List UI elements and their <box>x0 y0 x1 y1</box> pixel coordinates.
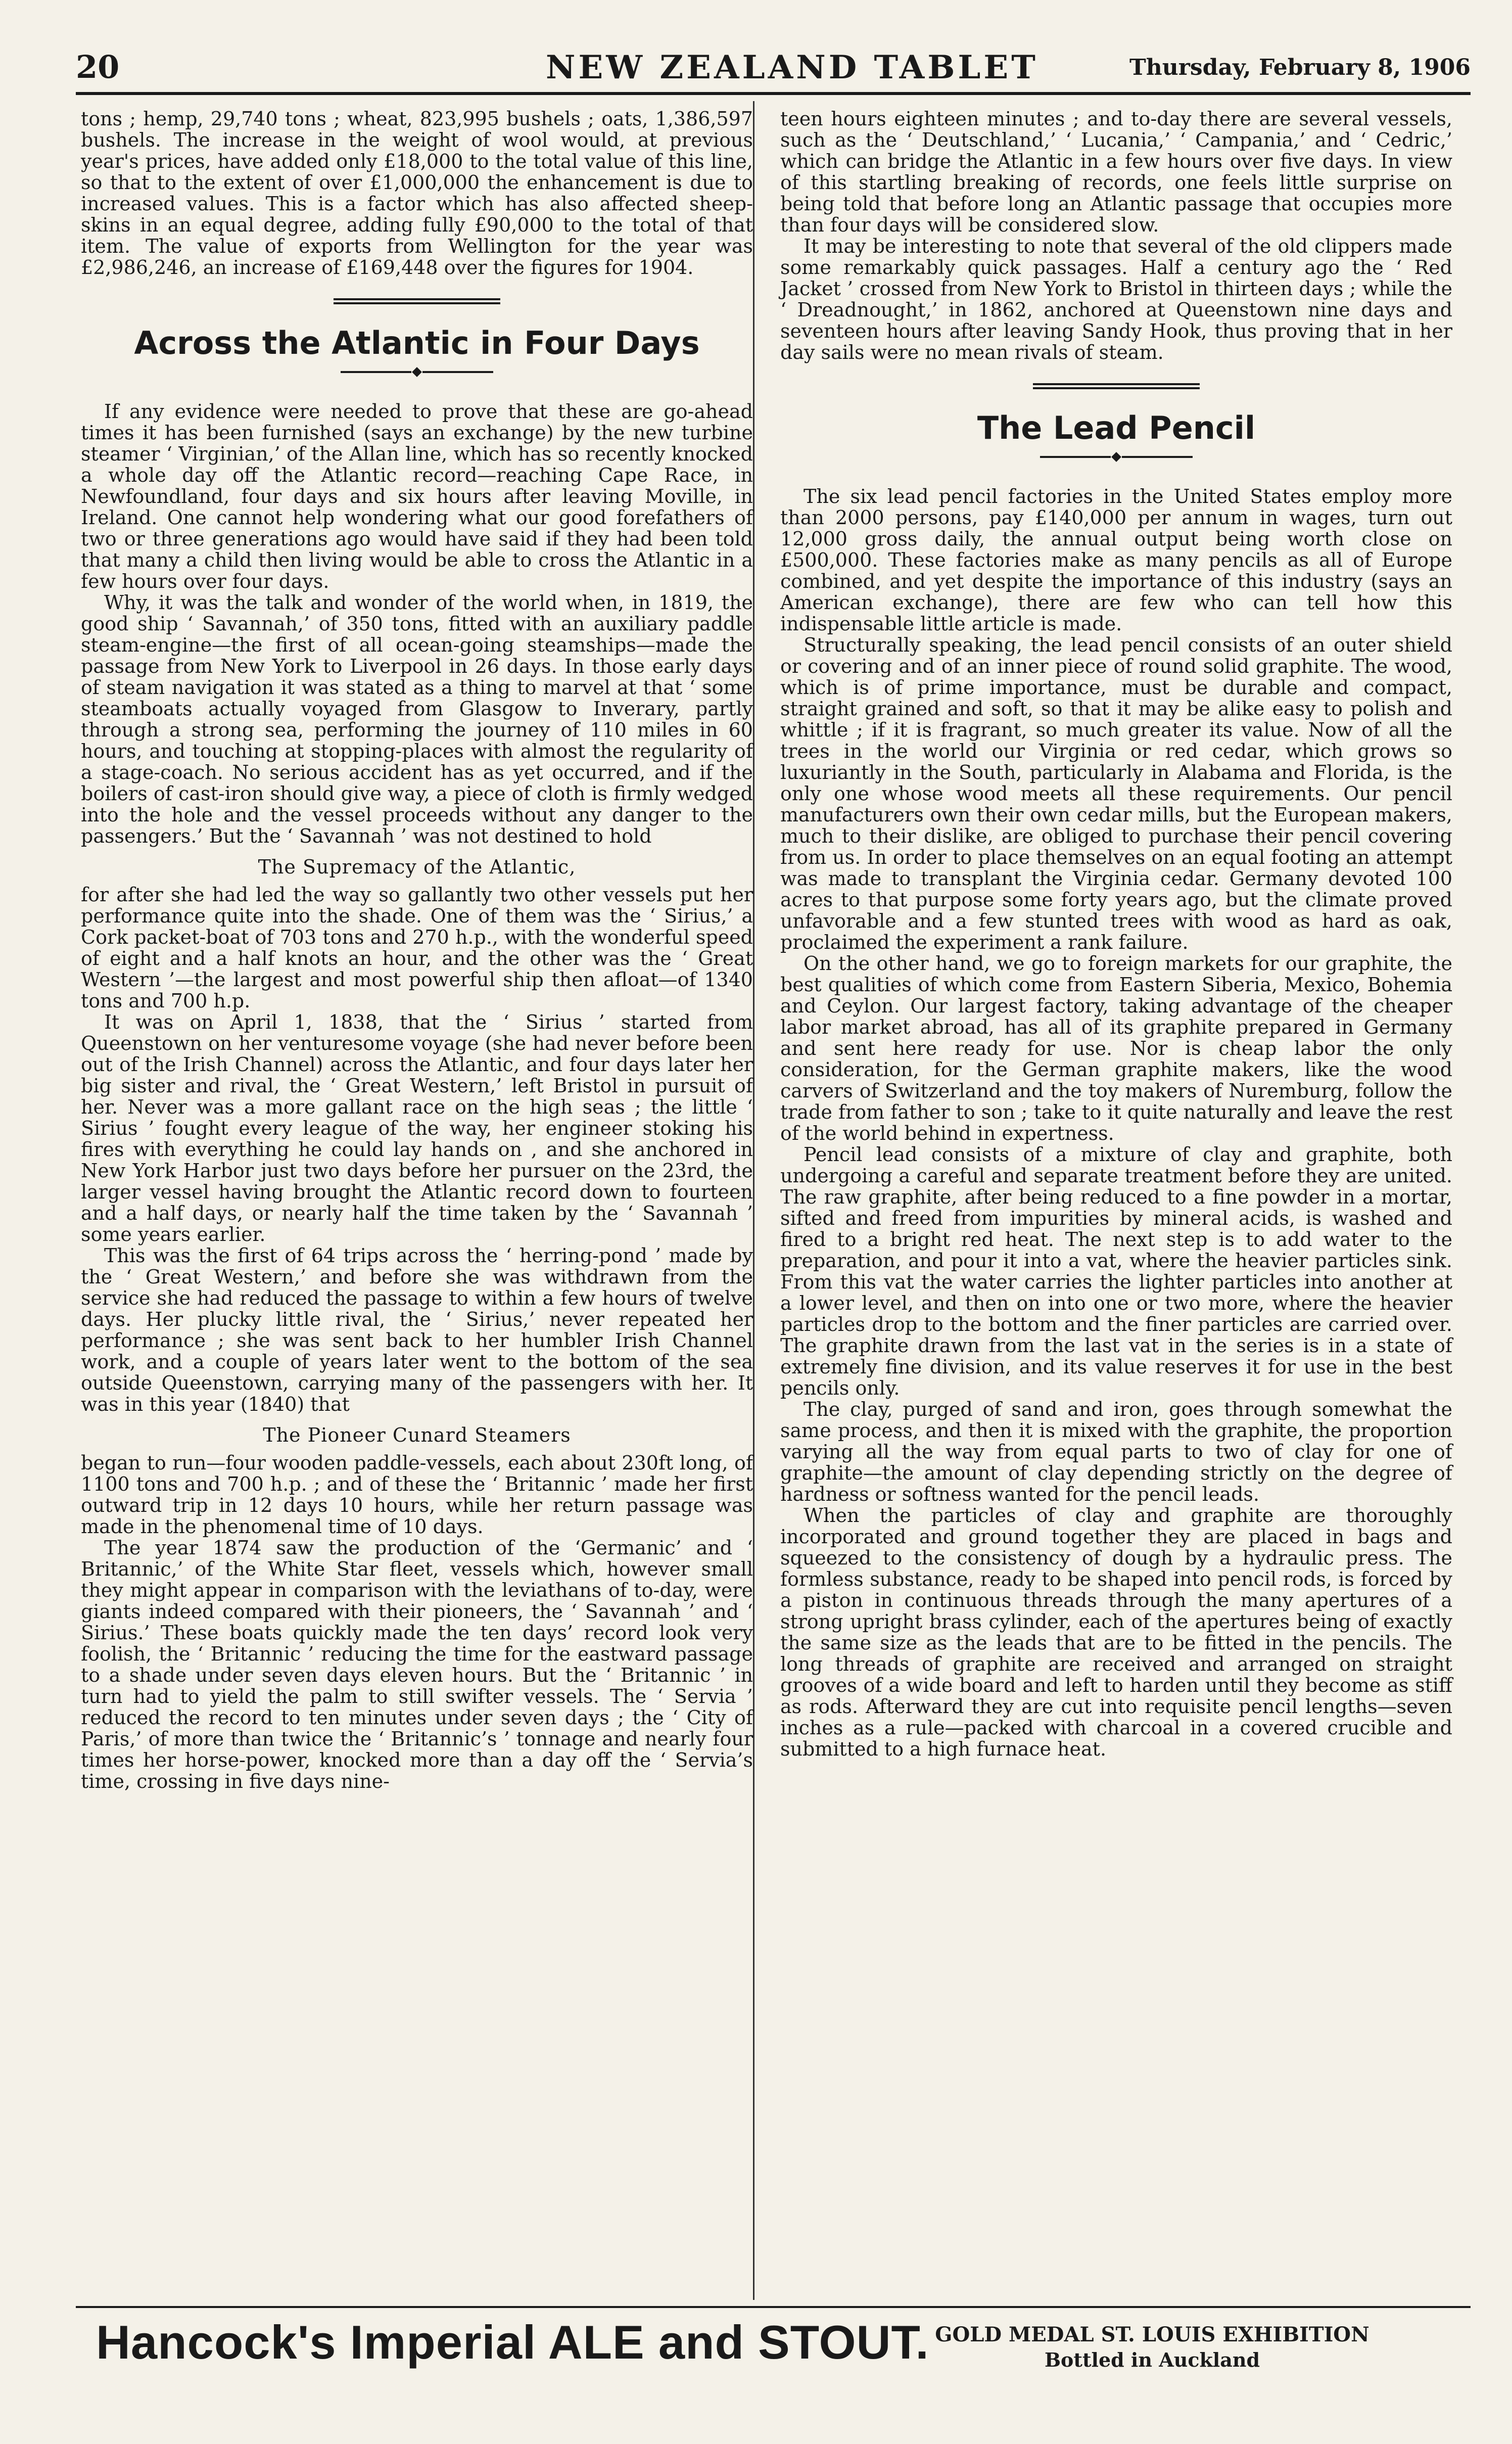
article-paragraph: Pencil lead consists of a mixture of clay and graphite, both undergoing a careful and separate treatment before they are united. The raw graphite, after being reduced to a fine powder in a mortar, sifted and freed from impurities by mineral acids, is washed and fired to a bright red heat. The next step is to add water to the preparation, and pour it into a vat, where the heavier particles sink. From this vat the water carries the lighter particles into another at a lower level, and then on into one or two more, where the heavier particles drop to the bottom and the finer particles are carried over. The graphite drawn from the last vat in the series is in a state of extremely fine division, and its value reserves it for use in the best pencils only. <box>780 1143 1452 1399</box>
article-paragraph: On the other hand, we go to foreign markets for our graphite, the best qualities of which come from Eastern Siberia, Mexico, Bohemia and Ceylon. Our largest factory, taking advantage of the cheaper labor market abroad, has all of its graphite prepared in Germany and sent here ready for use. Nor is cheap labor the only consideration, for the German graphite makers, like the wood carvers of Switzerland and the toy makers of Nuremburg, follow the trade from father to son ; take to it quite naturally and leave the rest of the world behind in expertness. <box>780 952 1452 1144</box>
article-paragraph: Why, it was the talk and wonder of the world when, in 1819, the good ship ‘ Savannah,’ of 350 tons, fitted with an auxiliary paddle steam-engine—the first of all ocean-going steamships—made the passage from New York to Liverpool in 26 days. In those early days of steam navigation it was stated as a thing to marvel at that ‘ some steamboats actually voyaged from Glasgow to Inverary, partly through a strong sea, performing the journey of 110 miles in 60 hours, and touching at stopping-places with almost the regularity of a stage-coach. No serious accident has as yet occurred, and if the boilers of cast-iron should give way, a piece of cloth is firmly wedged into the hole and the vessel proceeds without any danger to the passengers.’ But the ‘ Savannah ’ was not destined to hold <box>81 591 753 847</box>
section-separator <box>334 298 500 304</box>
article-paragraph: began to run—four wooden paddle-vessels, each about 230ft long, of 1100 tons and 700 h.p. ; and of these the ‘ Britannic ’ made her first outward trip in 12 days 10 hours, while her return passage was made in the phenomenal time of 10 days. <box>81 1452 753 1538</box>
article-paragraph: The year 1874 saw the production of the ‘Germanic’ and ‘ Britannic,’ of the White Star fleet, vessels which, however small they might appear in comparison with the leviathans of to-day, were giants indeed compared with their pioneers, the ‘ Savannah ’ and ‘ Sirius.’ These boats quickly made the ten days’ record look very foolish, the ‘ Britannic ’ reducing the time for the eastward passage to a shade under seven days eleven hours. But the ‘ Britannic ’ in turn had to yield the palm to still swifter vessels. The ‘ Servia ’ reduced the record to ten minutes under seven days ; the ‘ City of Paris,’ of more than twice the ‘ Britannic’s ’ tonnage and nearly four times her horse-power, knocked more than a day off the ‘ Servia’s time, crossing in five days nine- <box>81 1537 753 1792</box>
article-title-atlantic: Across the Atlantic in Four Days <box>134 325 700 361</box>
bottled-line: Bottled in Auckland <box>1044 2348 1260 2371</box>
left-column <box>81 108 753 1792</box>
article-paragraph: for after she had led the way so gallantly two other vessels put her performance quite into the shade. One of them was the ‘ Sirius,’ a Cork packet-boat of 703 tons and 270 h.p., with the wonderful speed of eight and a half knots an hour, and the other was the ‘ Great Western ’—the largest and most powerful ship then afloat—of 1340 tons and 700 h.p. <box>81 884 753 1012</box>
column-divider <box>753 101 754 2300</box>
subheading-cunard: The Pioneer Cunard Steamers <box>263 1424 571 1446</box>
publication-title: NEW ZEALAND TABLET <box>546 49 1038 86</box>
article-paragraph: If any evidence were needed to prove that these are go-ahead times it has been furnished (says an exchange) by the new turbine steamer ‘ Virginian,’ of the Allan line, which has so recently knocked a whole day off the Atlantic record—reaching Cape Race, in Newfoundland, four days and six hours after leaving Moville, in Ireland. One cannot help wondering what our good forefathers of two or three generations ago would have said if they had been told that many a child then living would be able to cross the Atlantic in a few hours over four days. <box>81 400 753 592</box>
ale-advertisement: Hancock's Imperial ALE and STOUT. <box>96 2316 929 2369</box>
section-separator <box>1033 383 1200 389</box>
footer-rule <box>76 2306 1471 2308</box>
article-paragraph: Structurally speaking, the lead pencil consists of an outer shield or covering and of an inner piece of round solid graphite. The wood, which is of prime importance, must be durable and compact, straight grained and soft, so that it may be alike easy to polish and whittle ; if it is fragrant, so much greater its value. Now of all the trees in the world our Virginia or red cedar, which grows so luxuriantly in the South, particularly in Alabama and Florida, is the only one whose wood meets all these requirements. Our pencil manufacturers own their own cedar mills, but the European makers, much to their dislike, are obliged to purchase their pencil covering from us. In order to place themselves on an equal footing an attempt was made to transplant the Virginia cedar. Germany devoted 100 acres to that purpose some forty years ago, but the climate proved unfavorable and a few stunted trees with wood as hard as oak, proclaimed the experiment a rank failure. <box>780 634 1452 953</box>
continuation-paragraph: teen hours eighteen minutes ; and to-day there are several vessels, such as the ‘ Deutschland,’ ‘ Lucania,’ ‘ Campania,’ and ‘ Cedric,’ which can bridge the Atlantic in a few hours over five days. In view of this startling breaking of records, one feels little surprise on being told that before long an Atlantic passage that occupies more than four days will be considered slow. <box>780 108 1452 236</box>
article-paragraph: This was the first of 64 trips across the ‘ herring-pond ’ made by the ‘ Great Western,’ and before she was withdrawn from the service she had reduced the passage to within a few hours of twelve days. Her plucky little rival, the ‘ Sirius,’ never repeated her performance ; she was sent back to her humbler Irish Channel work, and a couple of years later went to the bottom of the sea outside Queenstown, carrying many of the passengers with her. It was in this year (1840) that <box>81 1244 753 1415</box>
award-notice <box>900 2322 1405 2373</box>
article-paragraph: It was on April 1, 1838, that the ‘ Sirius ’ started from Queenstown on her venturesome voyage (she had never before been out of the Irish Channel) across the Atlantic, and four days later her big sister and rival, the ‘ Great Western,’ left Bristol in pursuit of her. Never was a more gallant race on the high seas ; the little ‘ Sirius ’ fought every league of the way, her engineer stoking his fires with everything he could lay hands on , and she anchored in New York Harbor just two days before her pursuer on the 23rd, the larger vessel having brought the Atlantic record down to fourteen and a half days, or nearly half the time taken by the ‘ Savannah ’ some years earlier. <box>81 1011 753 1246</box>
header-rule <box>76 92 1471 95</box>
article-paragraph: When the particles of clay and graphite are thoroughly incorporated and ground together they are placed in bags and squeezed to the consistency of dough by a hydraulic press. The formless substance, ready to be shaped into pencil rods, is forced by a piston in continuous threads through the many apertures of a strong upright brass cylinder, each of the apertures being of exactly the same size as the leads that are to be fitted in the pencils. The long threads of graphite are received and arranged on straight grooves of a wide board and left to harden until they become as stiff as rods. Afterward they are cut into requisite pencil lengths—seven inches as a rule—packed with charcoal in a covered crucible and submitted to a high furnace heat. <box>780 1504 1452 1760</box>
right-column <box>780 108 1452 1760</box>
continuation-paragraph: It may be interesting to note that several of the old clippers made some remarkably quick passages. Half a century ago the ‘ Red Jacket ’ crossed from New York to Bristol in thirteen days ; while the ‘ Dreadnought,’ in 1862, anchored at Queenstown nine days and seventeen hours after leaving Sandy Hook, thus proving that in her day sails were no mean rivals of steam. <box>780 235 1452 363</box>
title-ornament <box>780 453 1452 460</box>
article-title-pencil: The Lead Pencil <box>977 409 1256 446</box>
title-ornament <box>81 368 753 376</box>
page-number: 20 <box>76 49 120 85</box>
subheading-supremacy: The Supremacy of the Atlantic, <box>258 856 576 878</box>
award-line: GOLD MEDAL ST. LOUIS EXHIBITION <box>935 2323 1369 2346</box>
issue-date: Thursday, February 8, 1906 <box>1129 55 1471 80</box>
page-header <box>76 49 1471 92</box>
article-paragraph: The six lead pencil factories in the United States employ more than 2000 persons, pay £140,000 per annum in wages, turn out 12,000 gross daily, the annual output being worth close on £500,000. These factories make as many pencils as all of Europe combined, and yet despite the importance of this industry (says an American exchange), there are few who can tell how this indispensable little article is made. <box>780 485 1452 635</box>
intro-paragraph: tons ; hemp, 29,740 tons ; wheat, 823,995 bushels ; oats, 1,386,597 bushels. The increase in the weight of wool would, at previous year's prices, have added only £18,000 to the total value of this line, so that to the extent of over £1,000,000 the enhancement is due to increased values. This is a factor which has also affected sheep-skins in an equal degree, adding fully £90,000 to the total of that item. The value of exports from Wellington for the year was £2,986,246, an increase of £169,448 over the figures for 1904. <box>81 108 753 279</box>
article-paragraph: The clay, purged of sand and iron, goes through somewhat the same process, and then it is mixed with the graphite, the proportion varying all the way from equal parts to two of clay for one of graphite—the amount of clay depending strictly on the degree of hardness or softness wanted for the pencil leads. <box>780 1398 1452 1505</box>
